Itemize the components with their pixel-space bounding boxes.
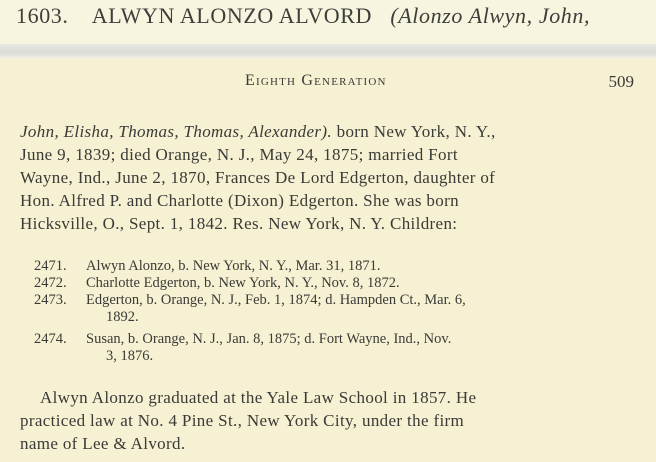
child-text: Edgerton, b. Orange, N. J., Feb. 1, 1874; d. Hampden Ct., Mar. 6,: [86, 292, 466, 308]
entry-name: ALWYN ALONZO ALVORD: [91, 3, 372, 28]
page-header: [0, 72, 656, 96]
child-entry-continued: [20, 348, 636, 365]
child-entry-continued: [20, 309, 636, 326]
child-entry: [20, 331, 636, 348]
running-head: Eighth Generation: [245, 72, 387, 89]
child-text: Charlotte Edgerton, b. New York, N. Y., Nov. 8, 1872.: [86, 275, 400, 291]
page-divider: [0, 44, 656, 58]
child-text: Susan, b. Orange, N. J., Jan. 8, 1875; d. Fort Wayne, Ind., Nov.: [86, 331, 452, 347]
child-number: 2474.: [34, 331, 67, 347]
paragraph-line: June 9, 1839; died Orange, N. J., May 24, 1875; married Fort: [20, 145, 458, 164]
paragraph-line: Alwyn Alonzo graduated at the Yale Law School in 1857. He: [40, 388, 477, 407]
paragraph-line: Hon. Alfred P. and Charlotte (Dixon) Edgerton. She was born: [20, 191, 459, 210]
child-number: 2472.: [34, 275, 67, 291]
child-number: 2471.: [34, 258, 67, 274]
child-entry: [20, 258, 636, 275]
entry-number: 1603.: [16, 3, 69, 28]
page-number: 509: [608, 72, 634, 91]
previous-page-fragment: [0, 0, 656, 44]
children-list: [20, 258, 636, 365]
paragraph-line: Hicksville, O., Sept. 1, 1842. Res. New York, N. Y. Children:: [20, 214, 458, 233]
child-text: 3, 1876.: [106, 348, 154, 364]
child-entry: [20, 275, 636, 292]
child-text: 1892.: [106, 309, 139, 325]
paragraph-line: John, Elisha, Thomas, Thomas, Alexander). born New York, N. Y.,: [20, 122, 496, 141]
child-text: Alwyn Alonzo, b. New York, N. Y., Mar. 31, 1871.: [86, 258, 381, 274]
child-number: 2473.: [34, 292, 67, 308]
child-entry: [20, 292, 636, 309]
paragraph-line: name of Lee & Alvord.: [20, 434, 186, 453]
paragraph-line: practiced law at No. 4 Pine St., New York City, under the firm: [20, 411, 465, 430]
entry-paragraph: [20, 120, 636, 235]
entry-ancestry: (Alonzo Alwyn, John,: [390, 3, 591, 28]
entry-heading: [16, 3, 646, 29]
closing-paragraph: [20, 386, 636, 455]
paragraph-line: Wayne, Ind., June 2, 1870, Frances De Lord Edgerton, daughter of: [20, 168, 496, 187]
